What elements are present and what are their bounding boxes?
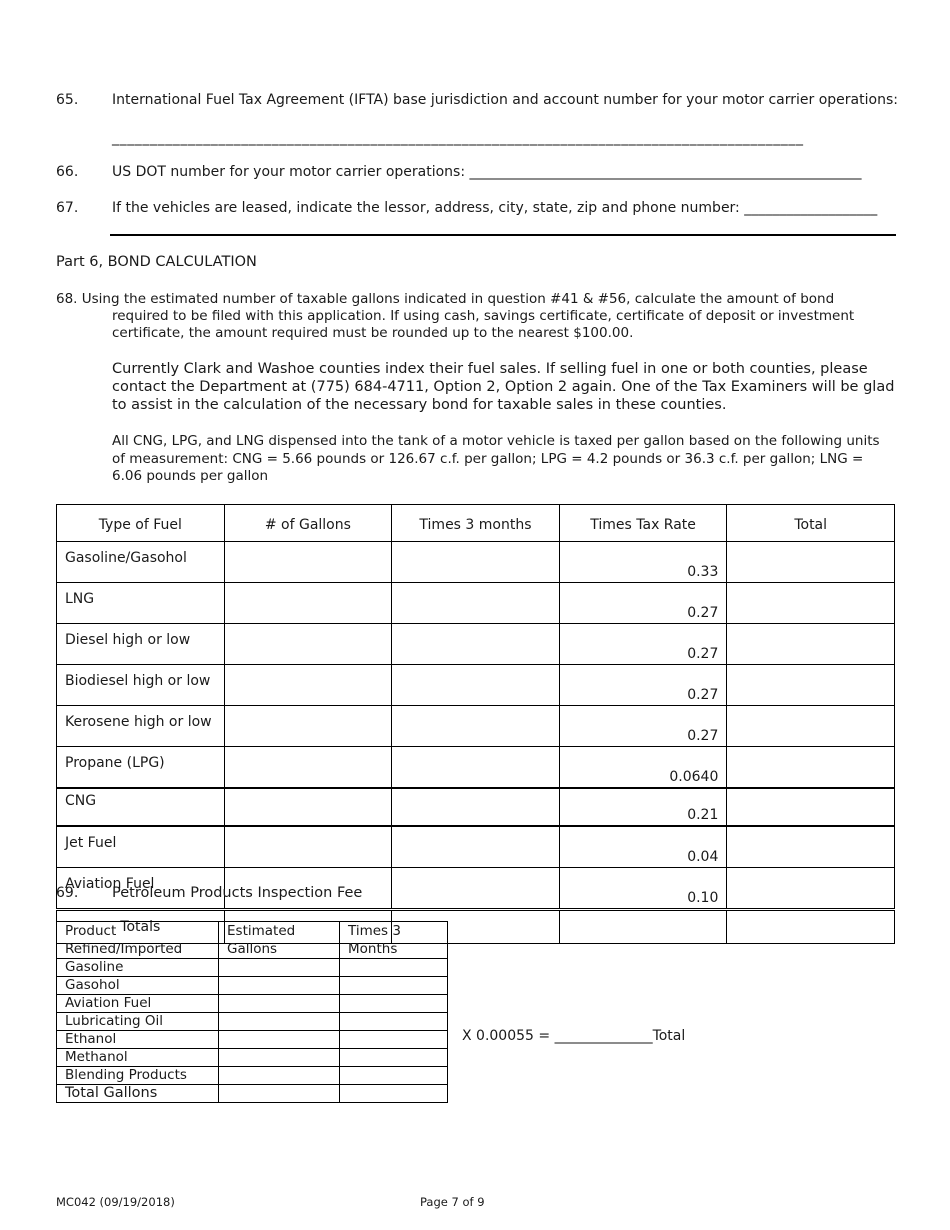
- estimated-gallons-input[interactable]: [219, 1013, 340, 1031]
- question-67-answer-rule: [110, 234, 896, 236]
- fuel-type-cell: Propane (LPG): [57, 747, 225, 789]
- header-times-tax-rate: Times Tax Rate: [559, 505, 727, 542]
- fuel-type-cell: Diesel high or low: [57, 624, 225, 665]
- estimated-gallons-input[interactable]: [219, 1049, 340, 1067]
- fuel-type-cell: LNG: [57, 583, 225, 624]
- gallons-input[interactable]: [224, 542, 392, 583]
- fuel-type-cell: Gasoline/Gasohol: [57, 542, 225, 583]
- tax-rate-cell: 0.27: [559, 583, 727, 624]
- table-row: [57, 747, 895, 789]
- tax-rate-cell: 0.33: [559, 542, 727, 583]
- estimated-gallons-input[interactable]: [219, 959, 340, 977]
- table-row: [57, 977, 448, 995]
- table-row: [57, 583, 895, 624]
- header-times-3-months: Times 3 Months: [340, 922, 448, 959]
- total-input[interactable]: [727, 788, 895, 826]
- question-65-answer-line[interactable]: ___________________________________________________________________________________________: [112, 130, 804, 146]
- times-3-months-input[interactable]: [340, 959, 448, 977]
- question-68-counties-note: Currently Clark and Washoe counties index their fuel sales. If selling fuel in one or both counties, please contact the Department at (775) 684-4711, Option 2, Option 2 again. One of the Tax Examiners will be glad to assist in the calculation of the necessary bond for taxable sales in these counties.: [112, 361, 895, 413]
- grand-total-input[interactable]: [727, 910, 895, 944]
- fuel-type-cell: Biodiesel high or low: [57, 665, 225, 706]
- table-row: [57, 624, 895, 665]
- gallons-input[interactable]: [224, 826, 392, 868]
- question-69-number: 69.: [56, 885, 79, 901]
- form-id: MC042 (09/19/2018): [56, 1195, 175, 1209]
- question-69-title: Petroleum Products Inspection Fee: [112, 885, 363, 901]
- times-3-months-input[interactable]: [340, 1049, 448, 1067]
- fuel-type-cell: CNG: [57, 788, 225, 826]
- table-row: [57, 1049, 448, 1067]
- inspection-table-header-row: [57, 922, 448, 959]
- fuel-type-cell: Kerosene high or low: [57, 706, 225, 747]
- times-3-months-input[interactable]: [392, 706, 560, 747]
- product-cell: Ethanol: [57, 1031, 219, 1049]
- tax-rate-cell: 0.27: [559, 665, 727, 706]
- table-row: [57, 665, 895, 706]
- product-cell: Total Gallons: [57, 1085, 219, 1103]
- gallons-input[interactable]: [224, 665, 392, 706]
- bond-calculation-table: [56, 504, 895, 944]
- times-3-months-input[interactable]: [340, 1013, 448, 1031]
- tax-rate-cell: 0.04: [559, 826, 727, 868]
- total-input[interactable]: [727, 868, 895, 910]
- times-3-months-input[interactable]: [340, 1067, 448, 1085]
- estimated-gallons-input[interactable]: [219, 1067, 340, 1085]
- product-cell: Aviation Fuel: [57, 995, 219, 1013]
- question-65-number: 65.: [56, 92, 79, 108]
- total-tax-rate-input[interactable]: [559, 910, 727, 944]
- times-3-months-input[interactable]: [392, 542, 560, 583]
- question-66-text[interactable]: US DOT number for your motor carrier operations: ________________________________________________________: [112, 164, 862, 180]
- times-3-months-input[interactable]: [392, 665, 560, 706]
- fuel-type-cell: Jet Fuel: [57, 826, 225, 868]
- question-67-number: 67.: [56, 200, 79, 216]
- tax-rate-cell: 0.0640: [559, 747, 727, 789]
- tax-rate-cell: 0.10: [559, 868, 727, 910]
- inspection-fee-table: [56, 921, 448, 1103]
- question-67-text[interactable]: If the vehicles are leased, indicate the lessor, address, city, state, zip and phone number: ___________________: [112, 200, 878, 216]
- header-times-3-months: Times 3 months: [392, 505, 560, 542]
- tax-rate-cell: 0.21: [559, 788, 727, 826]
- header-total: Total: [727, 505, 895, 542]
- product-cell: Methanol: [57, 1049, 219, 1067]
- times-3-months-input[interactable]: [340, 977, 448, 995]
- times-3-months-input[interactable]: [392, 826, 560, 868]
- total-input[interactable]: [727, 665, 895, 706]
- times-3-months-input[interactable]: [340, 1031, 448, 1049]
- gallons-input[interactable]: [224, 788, 392, 826]
- fuel-type-cell: Aviation Fuel: [57, 868, 225, 910]
- total-gallons-row: [57, 1085, 448, 1103]
- question-68-measurement-note: All CNG, LPG, and LNG dispensed into the tank of a motor vehicle is taxed per gallon based on the following units of measurement: CNG = 5.66 pounds or 126.67 c.f. per gallon; LPG = 4.2 pounds or 36.3 c.f. per gallon; LNG = 6.06 pounds per gallon: [112, 433, 880, 484]
- table-row: [57, 1067, 448, 1085]
- total-input[interactable]: [727, 826, 895, 868]
- total-input[interactable]: [727, 542, 895, 583]
- estimated-gallons-input[interactable]: [219, 977, 340, 995]
- page-number: Page 7 of 9: [420, 1195, 485, 1209]
- total-input[interactable]: [727, 624, 895, 665]
- total-input[interactable]: [727, 583, 895, 624]
- inspection-fee-formula[interactable]: X 0.00055 = ______________Total: [462, 1028, 686, 1044]
- header-product: Product Refined/Imported: [57, 922, 219, 959]
- question-68-continuation: required to be filed with this application. If using cash, savings certificate, certificate of deposit or investment certificate, the amount required must be rounded up to the nearest $100.00.: [112, 308, 855, 341]
- product-cell: Lubricating Oil: [57, 1013, 219, 1031]
- table-row: [57, 1031, 448, 1049]
- times-3-months-input[interactable]: [392, 747, 560, 789]
- tax-rate-cell: 0.27: [559, 624, 727, 665]
- table-row: [57, 959, 448, 977]
- times-3-months-input[interactable]: [340, 995, 448, 1013]
- times-3-months-input[interactable]: [392, 868, 560, 910]
- question-65-text: International Fuel Tax Agreement (IFTA) base jurisdiction and account number for your motor carrier operations:: [112, 92, 898, 108]
- gallons-input[interactable]: [224, 706, 392, 747]
- gallons-input[interactable]: [224, 583, 392, 624]
- header-gallons: # of Gallons: [224, 505, 392, 542]
- total-input[interactable]: [727, 706, 895, 747]
- header-type-of-fuel: Type of Fuel: [57, 505, 225, 542]
- table-row: [57, 1013, 448, 1031]
- table-row: [57, 542, 895, 583]
- question-66-number: 66.: [56, 164, 79, 180]
- times-3-months-input[interactable]: [392, 788, 560, 826]
- table-row: [57, 995, 448, 1013]
- table-row: [57, 706, 895, 747]
- product-cell: Gasohol: [57, 977, 219, 995]
- gallons-input[interactable]: [224, 624, 392, 665]
- header-estimated-gallons: Estimated Gallons: [219, 922, 340, 959]
- times-3-months-input[interactable]: [392, 624, 560, 665]
- total-estimated-gallons-input[interactable]: [219, 1085, 340, 1103]
- estimated-gallons-input[interactable]: [219, 1031, 340, 1049]
- bond-table-header-row: [57, 505, 895, 542]
- total-input[interactable]: [727, 747, 895, 789]
- product-cell: Blending Products: [57, 1067, 219, 1085]
- table-row: [57, 788, 895, 826]
- totals-label: Totals: [57, 910, 225, 944]
- times-3-months-input[interactable]: [392, 583, 560, 624]
- total-times-3-months-input[interactable]: [340, 1085, 448, 1103]
- part-6-heading: Part 6, BOND CALCULATION: [56, 254, 257, 270]
- question-68-lead: 68. Using the estimated number of taxable gallons indicated in question #41 & #56, calculate the amount of bond: [56, 291, 835, 307]
- table-row: [57, 826, 895, 868]
- tax-rate-cell: 0.27: [559, 706, 727, 747]
- gallons-input[interactable]: [224, 747, 392, 789]
- product-cell: Gasoline: [57, 959, 219, 977]
- estimated-gallons-input[interactable]: [219, 995, 340, 1013]
